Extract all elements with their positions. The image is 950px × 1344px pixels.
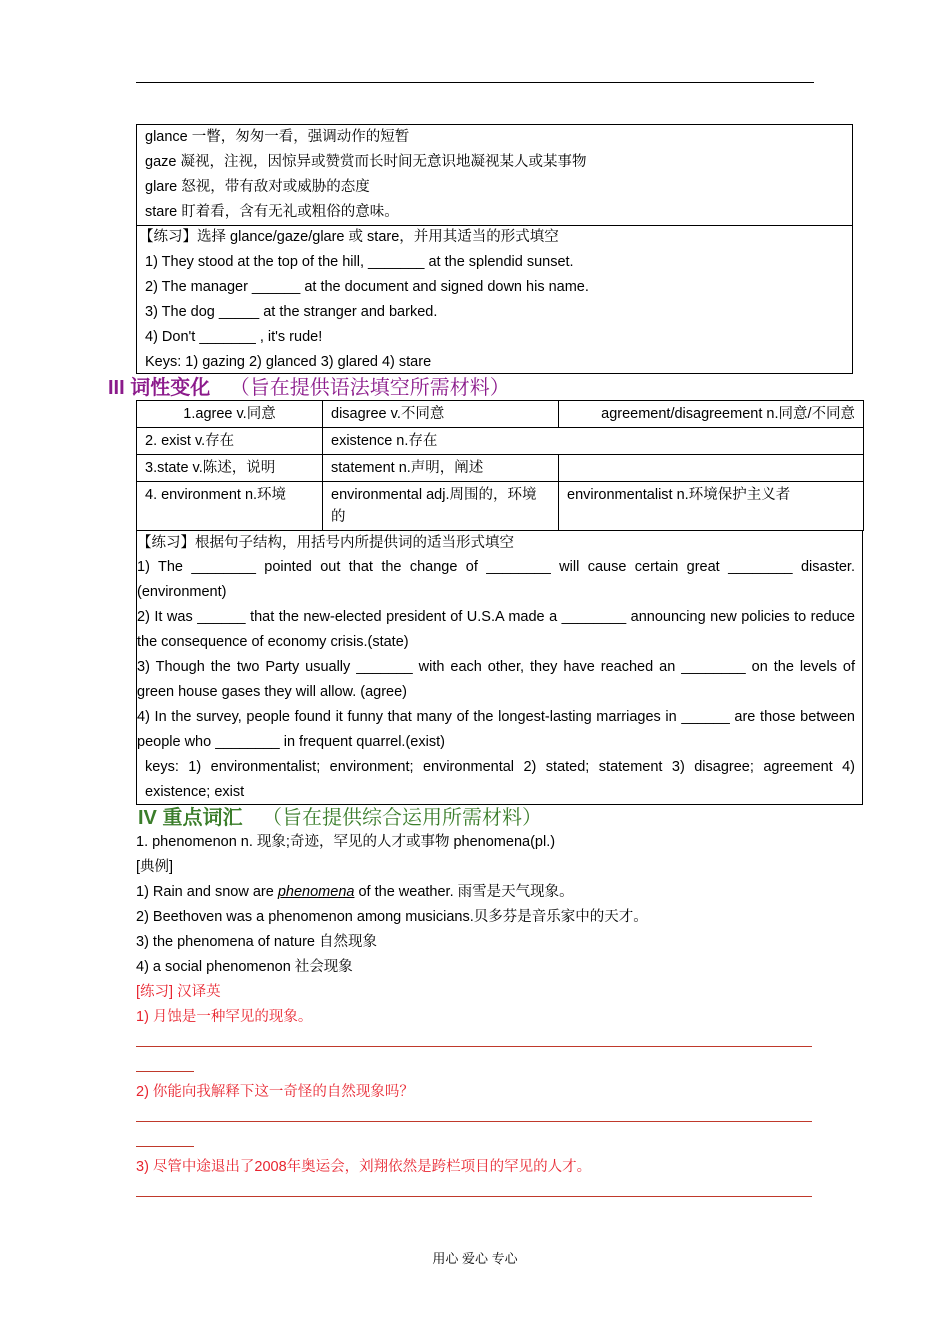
table-cell: 4. environment n.环境 [137, 482, 323, 531]
example-sentence: 3) the phenomena of nature 自然现象 [136, 934, 377, 950]
example-sentence [136, 882, 574, 902]
table-row [137, 428, 864, 455]
exercise-item: 3) The dog _____ at the stranger and barked. [145, 304, 438, 320]
synonym-line: gaze 凝视，注视，因惊异或赞赏而长时间无意识地凝视某人或某事物 [145, 154, 587, 170]
section-iii-subtitle: （旨在提供语法填空所需材料） [229, 377, 510, 399]
exercise-item: 1) They stood at the top of the hill, _______ at the splendid sunset. [145, 254, 574, 270]
section-iii-heading [108, 376, 510, 400]
table-row [137, 401, 864, 428]
exercise-item: 1) The ________ pointed out that the change of ________ will cause certain great ________ disaster. (environment) [137, 559, 855, 600]
header-rule [136, 82, 814, 83]
example-label: [典例] [136, 859, 174, 875]
practice-item: 3) 尽管中途退出了2008年奥运会，刘翔依然是跨栏项目的罕见的人才。 [136, 1159, 592, 1175]
table-cell: agreement/disagreement n.同意/不同意 [559, 401, 864, 428]
table-cell: environmental adj.周围的，环境的 [323, 482, 559, 531]
example-sentence: 4) a social phenomenon 社会现象 [136, 959, 353, 975]
word-form-exercise [136, 530, 863, 805]
table-row [137, 482, 864, 531]
synonym-line: glare 怒视，带有敌对或威胁的态度 [145, 179, 370, 195]
exercise-item: 3) Though the two Party usually _______ with each other, they have reached an ________ on the levels of green house gases they will allow. (agree) [137, 659, 855, 700]
table-cell: 3.state v.陈述，说明 [137, 455, 323, 482]
vocab-entry: 1. phenomenon n. 现象;奇迹，罕见的人才或事物 phenomena(pl.) [136, 834, 556, 850]
section-iv-heading [138, 806, 542, 830]
answer-line [136, 1071, 194, 1072]
exercise-item: 2) The manager ______ at the document and signed down his name. [145, 279, 589, 295]
example-text: 1) Rain and snow are [136, 884, 278, 900]
table-cell: 1.agree v.同意 [137, 401, 323, 428]
page-footer: 用心 爱心 专心 [432, 1251, 518, 1266]
answer-line [136, 1146, 194, 1147]
example-keyword: phenomena [277, 884, 355, 900]
exercise-item: 4) Don't _______ , it's rude! [145, 329, 323, 345]
table-row [137, 455, 864, 482]
table-cell: statement n.声明，阐述 [323, 455, 559, 482]
section-iii-title: III 词性变化 [108, 377, 211, 399]
practice-label: [练习] 汉译英 [136, 984, 221, 1000]
practice-item: 2) 你能向我解释下这一奇怪的自然现象吗？ [136, 1084, 414, 1100]
table-cell [559, 455, 864, 482]
section-iv-title: IV 重点词汇 [138, 807, 243, 829]
section-iv-subtitle: （旨在提供综合运用所需材料） [262, 807, 543, 829]
example-sentence: 2) Beethoven was a phenomenon among musicians.贝多芬是音乐家中的天才。 [136, 909, 648, 925]
answer-line [136, 1121, 812, 1122]
answer-line [136, 1046, 812, 1047]
exercise-item: 4) In the survey, people found it funny that many of the longest-lasting marriages in ______ are those between people who ________ in frequent quarrel.(exist) [137, 709, 855, 750]
exercise-title: 【练习】根据句子结构，用括号内所提供词的适当形式填空 [137, 535, 514, 551]
exercise-keys: keys: 1) environmentalist; environment; environmental 2) stated; statement 3) disagree; agreement 4) existence; exist [145, 759, 855, 800]
box-divider [137, 225, 852, 226]
example-text: of the weather. 雨雪是天气现象。 [354, 884, 574, 900]
exercise-title: 【练习】选择 glance/gaze/glare 或 stare，并用其适当的形式填空 [139, 229, 559, 245]
answer-line [136, 1196, 812, 1197]
synonym-box [136, 124, 853, 374]
practice-item: 1) 月蚀是一种罕见的现象。 [136, 1009, 313, 1025]
table-cell: 2. exist v.存在 [137, 428, 323, 455]
synonym-line: stare 盯着看，含有无礼或粗俗的意味。 [145, 204, 399, 220]
table-cell: existence n.存在 [323, 428, 864, 455]
synonym-line: glance 一瞥，匆匆一看，强调动作的短暂 [145, 129, 410, 145]
table-cell: disagree v.不同意 [323, 401, 559, 428]
exercise-item: 2) It was ______ that the new-elected president of U.S.A made a ________ announcing new policies to reduce the consequence of economy crisis.(state) [137, 609, 855, 650]
exercise-keys: Keys: 1) gazing 2) glanced 3) glared 4) stare [145, 354, 432, 370]
table-cell: environmentalist n.环境保护主义者 [559, 482, 864, 531]
word-form-table [136, 400, 864, 531]
